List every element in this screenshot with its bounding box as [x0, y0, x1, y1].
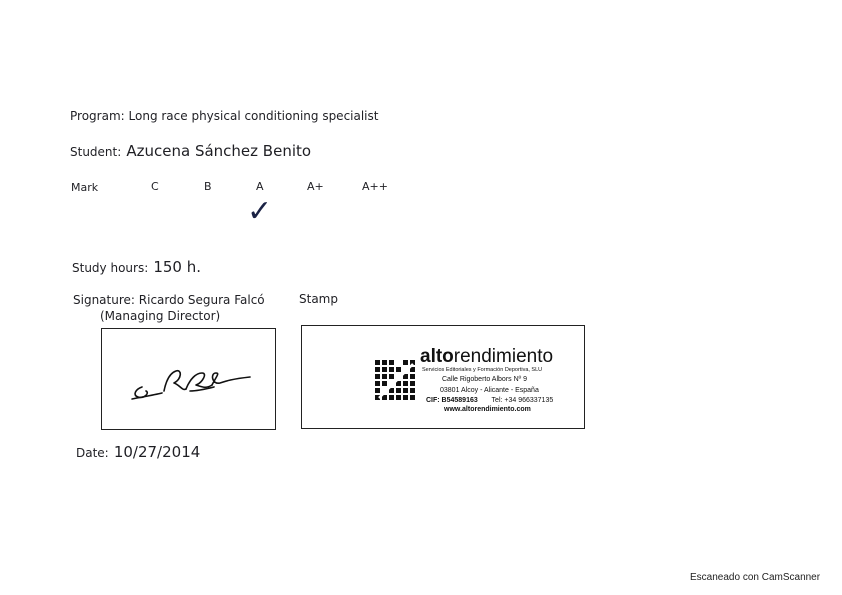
- mark-label: Mark: [71, 181, 99, 194]
- stamp-city: 03801 Alcoy - Alicante - España: [440, 387, 539, 394]
- study-hours-line: [72, 257, 201, 276]
- stamp-label: Stamp: [299, 292, 338, 306]
- program-label: Program:: [70, 109, 125, 123]
- checkmark-icon: ✓: [247, 194, 273, 229]
- signature-line: [73, 293, 265, 307]
- stamp-tel: Tel: +34 966337135: [491, 397, 554, 404]
- altorendimiento-logo-icon: [375, 360, 415, 400]
- program-value: Long race physical conditioning specialist: [128, 109, 379, 123]
- signature-box: [101, 328, 276, 430]
- signature-name: Ricardo Segura Falcó: [138, 293, 265, 307]
- date-line: [76, 442, 200, 461]
- stamp-web: www.altorendimiento.com: [444, 406, 531, 413]
- mark-option-b: B: [204, 180, 212, 193]
- stamp-box: [301, 325, 585, 429]
- stamp-brand-rest: rendimiento: [453, 346, 554, 367]
- stamp-brand: [420, 346, 553, 368]
- handwritten-signature: [102, 329, 275, 429]
- mark-option-a-plus: A+: [307, 180, 324, 193]
- student-value: Azucena Sánchez Benito: [126, 142, 312, 160]
- student-label: Student:: [70, 145, 122, 159]
- camscanner-watermark: Escaneado con CamScanner: [690, 572, 821, 583]
- study-hours-value: 150 h.: [153, 258, 202, 276]
- mark-option-a: A: [256, 180, 264, 193]
- signature-role: (Managing Director): [100, 309, 221, 323]
- program-line: [70, 109, 378, 123]
- stamp-cif: CIF: B54589163: [426, 397, 478, 404]
- student-line: [70, 141, 311, 160]
- date-value: 10/27/2014: [113, 443, 201, 461]
- mark-option-c: C: [151, 180, 159, 193]
- mark-option-a-plus-plus: A++: [362, 180, 388, 193]
- stamp-brand-bold: alto: [420, 346, 454, 367]
- signature-label: Signature:: [73, 293, 135, 307]
- stamp-address: Calle Rigoberto Albors Nº 9: [442, 376, 528, 383]
- stamp-tagline: Servicios Editoriales y Formación Deportiva, SLU: [422, 367, 543, 373]
- stamp-cif-tel: [426, 397, 553, 404]
- date-label: Date:: [76, 446, 109, 460]
- study-hours-label: Study hours:: [72, 261, 149, 275]
